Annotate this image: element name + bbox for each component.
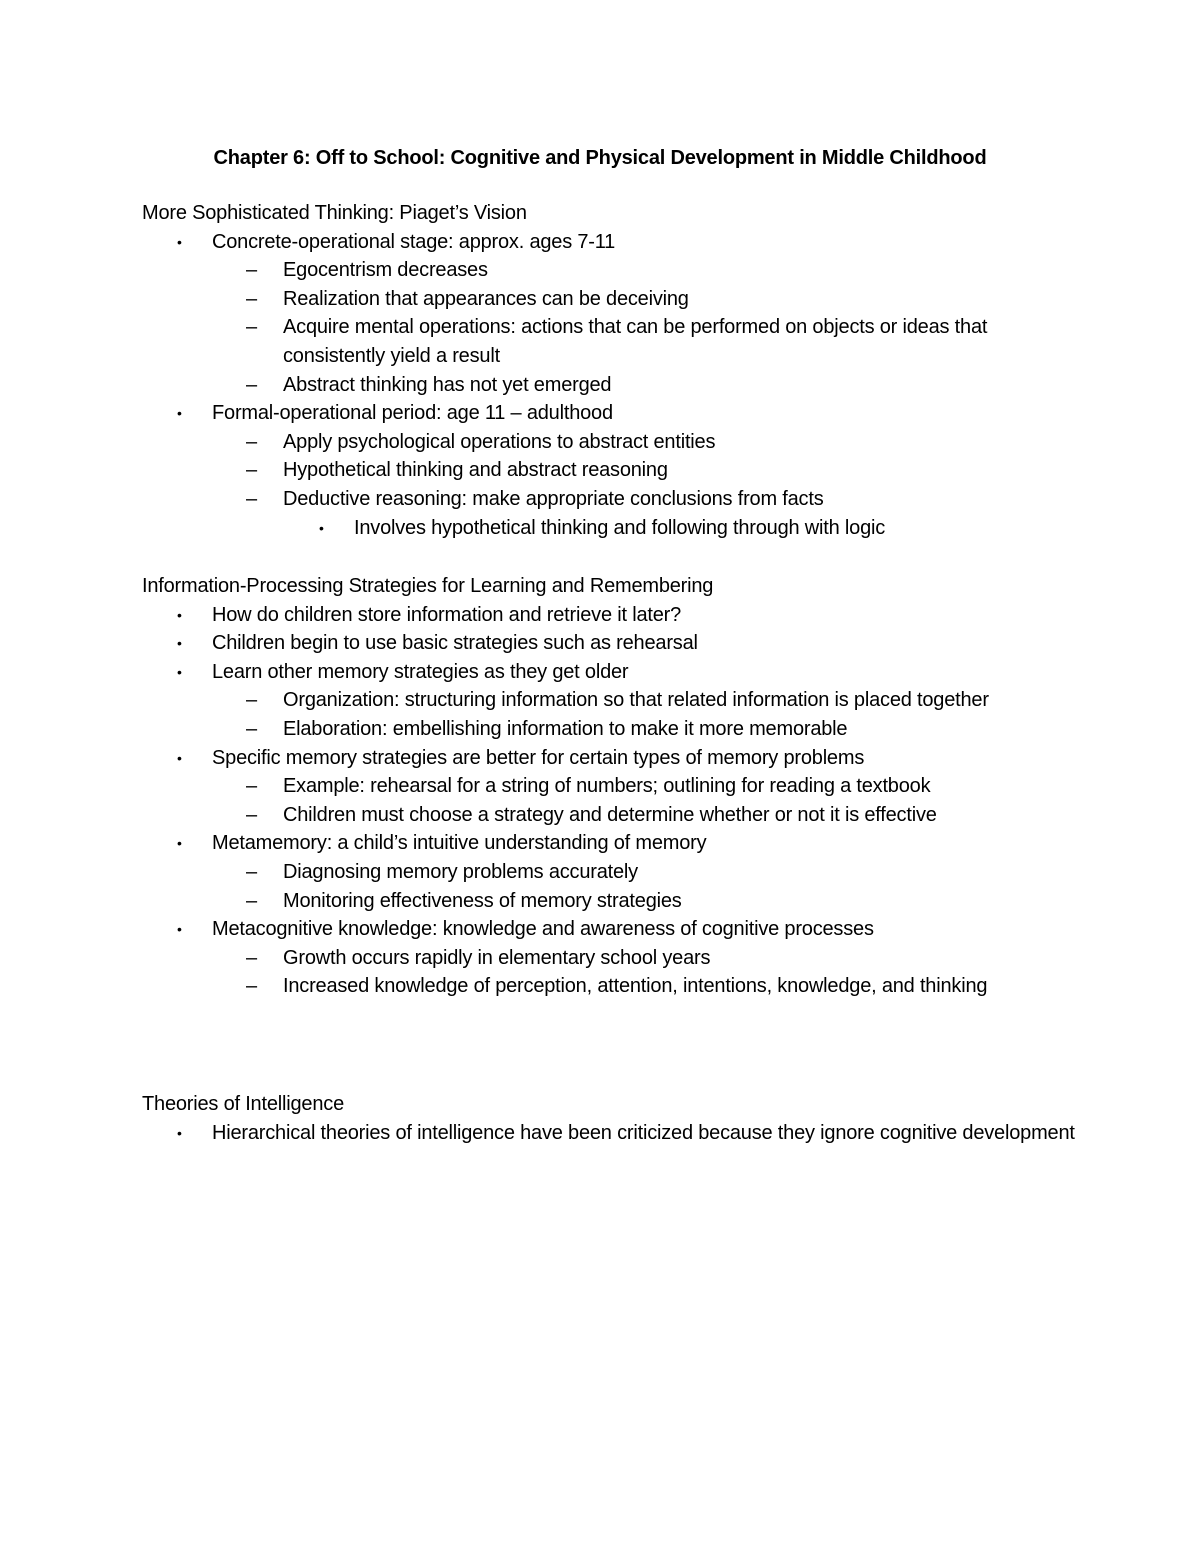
bullet-marker: •	[177, 1124, 182, 1141]
item-text: Monitoring effectiveness of memory strategies	[283, 889, 682, 912]
bullet-marker: •	[177, 921, 182, 938]
item-text: Hierarchical theories of intelligence have been criticized because they ignore cognitive development	[212, 1121, 1075, 1144]
dash-item	[142, 801, 1082, 830]
bullet-marker: •	[177, 835, 182, 852]
dash-item	[142, 256, 1082, 285]
dash-item	[142, 715, 1082, 744]
item-text: Realization that appearances can be deceiving	[283, 287, 689, 310]
dash-item	[142, 371, 1082, 400]
item-text: Metacognitive knowledge: knowledge and awareness of cognitive processes	[212, 918, 874, 941]
item-text: Egocentrism decreases	[283, 259, 488, 282]
item-text: Children begin to use basic strategies such as rehearsal	[212, 632, 698, 655]
bullet-item	[142, 915, 1082, 944]
dash-marker: –	[246, 373, 257, 396]
bullet-item	[142, 744, 1082, 773]
dash-item	[142, 456, 1082, 485]
item-text: Acquire mental operations: actions that can be performed on objects or ideas that consistently yield a result	[283, 316, 988, 367]
dash-marker: –	[246, 775, 257, 798]
section-intelligence	[142, 1090, 1082, 1147]
dash-marker: –	[246, 316, 257, 339]
dash-marker: –	[246, 803, 257, 826]
item-text: Elaboration: embellishing information to make it more memorable	[283, 717, 848, 740]
dash-marker: –	[246, 717, 257, 740]
bullet-marker: •	[177, 405, 182, 422]
bullet-item	[142, 829, 1082, 858]
item-text: How do children store information and retrieve it later?	[212, 603, 682, 626]
dash-item	[142, 972, 1082, 1001]
dash-item	[142, 686, 1082, 715]
item-text: Organization: structuring information so that related information is placed together	[283, 689, 989, 712]
bullet-item	[142, 658, 1082, 687]
item-text: Formal-operational period: age 11 – adulthood	[212, 402, 613, 425]
item-text: Metamemory: a child’s intuitive understanding of memory	[212, 832, 707, 855]
item-text: Specific memory strategies are better for certain types of memory problems	[212, 746, 865, 769]
section-heading: More Sophisticated Thinking: Piaget’s Vision	[142, 202, 527, 224]
item-text: Example: rehearsal for a string of numbers; outlining for reading a textbook	[283, 775, 931, 798]
item-text: Hypothetical thinking and abstract reasoning	[283, 459, 668, 482]
sub-bullet-item	[142, 514, 1082, 543]
page-title: Chapter 6: Off to School: Cognitive and Physical Development in Middle Childhood	[213, 147, 987, 169]
bullet-item	[142, 629, 1082, 658]
dash-item	[142, 485, 1082, 514]
dash-item	[142, 944, 1082, 973]
dash-item	[142, 772, 1082, 801]
dash-marker: –	[246, 860, 257, 883]
dash-marker: –	[246, 459, 257, 482]
dash-item	[142, 285, 1082, 314]
dash-marker: –	[246, 889, 257, 912]
dash-item	[142, 858, 1082, 887]
dash-item	[142, 313, 1082, 370]
bullet-marker: •	[177, 606, 182, 623]
item-text: Growth occurs rapidly in elementary school years	[283, 946, 711, 969]
dash-item	[142, 887, 1082, 916]
bullet-marker: •	[177, 635, 182, 652]
bullet-marker: •	[177, 233, 182, 250]
dash-marker: –	[246, 689, 257, 712]
item-text: Apply psychological operations to abstract entities	[283, 430, 716, 453]
section-piaget	[142, 199, 1082, 542]
dash-marker: –	[246, 287, 257, 310]
dash-item	[142, 428, 1082, 457]
bullet-marker: •	[177, 749, 182, 766]
item-text: Abstract thinking has not yet emerged	[283, 373, 612, 396]
item-text: Concrete-operational stage: approx. ages 7-11	[212, 230, 616, 253]
dash-marker: –	[246, 430, 257, 453]
bullet-marker: •	[319, 519, 324, 536]
item-text: Deductive reasoning: make appropriate conclusions from facts	[283, 487, 824, 510]
dash-marker: –	[246, 487, 257, 510]
bullet-item	[142, 601, 1082, 630]
section-heading: Theories of Intelligence	[142, 1093, 344, 1115]
section-information-processing	[142, 572, 1082, 1001]
item-text: Increased knowledge of perception, attention, intentions, knowledge, and thinking	[283, 975, 988, 998]
dash-marker: –	[246, 975, 257, 998]
item-text: Learn other memory strategies as they get older	[212, 660, 629, 683]
bullet-marker: •	[177, 663, 182, 680]
section-heading: Information-Processing Strategies for Learning and Remembering	[142, 575, 714, 597]
item-text: Children must choose a strategy and determine whether or not it is effective	[283, 803, 937, 826]
bullet-item	[142, 228, 1082, 257]
bullet-item	[142, 399, 1082, 428]
dash-marker: –	[246, 259, 257, 282]
item-text: Diagnosing memory problems accurately	[283, 860, 638, 883]
bullet-item	[142, 1119, 1082, 1148]
item-text: Involves hypothetical thinking and following through with logic	[354, 516, 886, 539]
dash-marker: –	[246, 946, 257, 969]
